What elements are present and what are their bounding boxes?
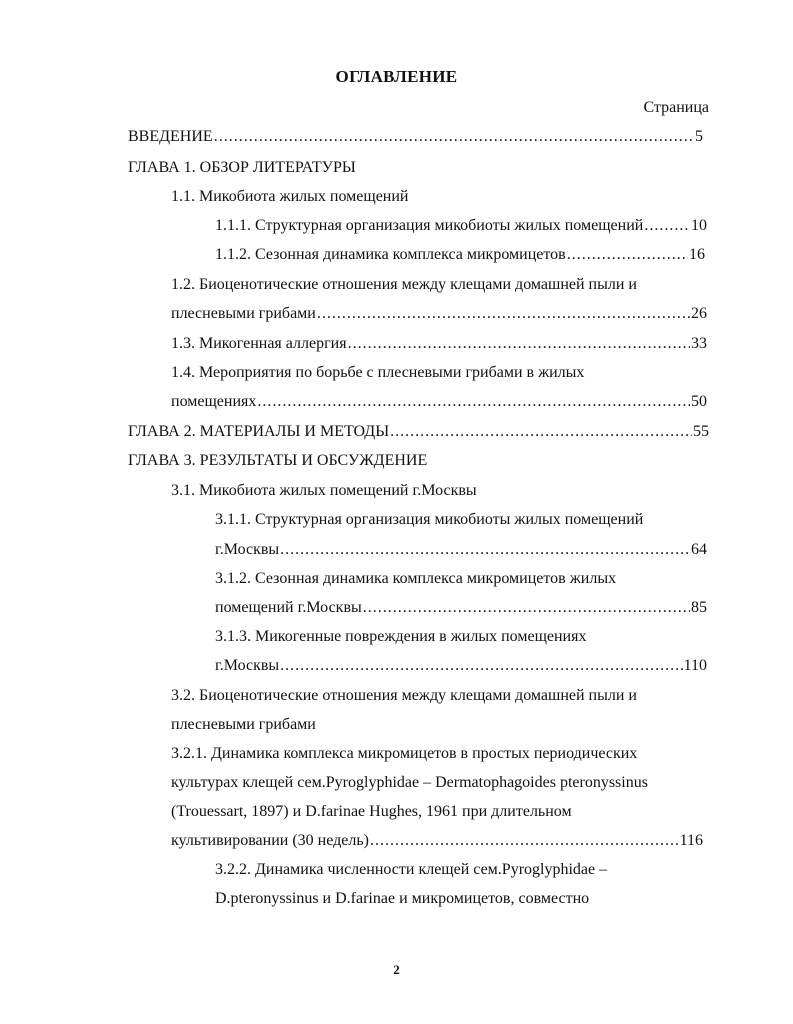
toc-entry-3-1-1[interactable]: [215, 540, 707, 560]
leader-dots: [644, 216, 690, 236]
toc-section-1-4[interactable]: 1.4. Мероприятия по борьбе с плесневыми грибами в жилых: [171, 364, 585, 381]
toc-entry-3-1-2[interactable]: [215, 598, 707, 618]
toc-entry-text: ГЛАВА 2. МАТЕРИАЛЫ И МЕТОДЫ: [128, 423, 390, 440]
toc-entry-page: 5: [695, 128, 703, 145]
leader-dots: [317, 304, 690, 324]
toc-chapter-3[interactable]: ГЛАВА 3. РЕЗУЛЬТАТЫ И ОБСУЖДЕНИЕ: [128, 452, 428, 469]
toc-entry-page: 50: [691, 393, 707, 410]
toc-entry-text: помещениях: [171, 393, 257, 410]
toc-entry-page: 110: [683, 657, 707, 674]
toc-entry-page: 85: [691, 599, 707, 616]
toc-entry-text: 1.1.2. Сезонная динамика комплекса микромицетов: [215, 246, 566, 263]
leader-dots: [280, 656, 682, 676]
toc-entry-text: 1.3. Микогенная аллергия: [171, 335, 347, 352]
toc-section-3-1-3[interactable]: 3.1.3. Микогенные повреждения в жилых помещениях: [215, 628, 587, 645]
toc-entry-3-2-1[interactable]: [171, 831, 703, 851]
toc-entry-1-4[interactable]: [171, 392, 707, 412]
toc-section-3-2[interactable]: 3.2. Биоценотические отношения между клещами домашней пыли и: [171, 687, 637, 704]
toc-entry-text: плесневыми грибами: [171, 305, 316, 322]
page-title: ОГЛАВЛЕНИЕ: [335, 67, 458, 86]
leader-dots: [370, 831, 679, 851]
toc-section-1-2[interactable]: 1.2. Биоценотические отношения между клещами домашней пыли и: [171, 276, 637, 293]
toc-section-3-2-1-cont: культурах клещей сем.Pyroglyphidae – Dermatophagoides pteronyssinus: [171, 774, 648, 791]
toc-section-3-2-cont: плесневыми грибами: [171, 716, 316, 733]
toc-entry-text: г.Москвы: [215, 657, 280, 674]
page-number: 2: [393, 962, 400, 977]
toc-entry-1-2[interactable]: [171, 304, 707, 324]
toc-entry-page: 55: [693, 423, 709, 440]
toc-section-3-2-1-cont: (Trouessart, 1897) и D.farinae Hughes, 1961 при длительном: [171, 803, 572, 820]
toc-entry-text: помещений г.Москвы: [215, 599, 362, 616]
toc-entry-page: 10: [691, 217, 707, 234]
toc-entry-3-1-3[interactable]: [215, 656, 707, 676]
leader-dots: [280, 540, 690, 560]
toc-entry-page: 16: [689, 246, 705, 263]
toc-section-3-2-1[interactable]: 3.2.1. Динамика комплекса микромицетов в простых периодических: [171, 745, 638, 762]
leader-dots: [214, 127, 694, 147]
page-column-label: Страница: [643, 99, 709, 116]
toc-entry-text: 1.1.1. Структурная организация микобиоты жилых помещений: [215, 217, 644, 234]
toc-section-3-2-2-cont: D.pteronyssinus и D.farinae и микромицетов, совместно: [215, 890, 590, 907]
toc-section-1-1[interactable]: 1.1. Микобиота жилых помещений: [171, 188, 409, 205]
leader-dots: [567, 245, 688, 265]
toc-entry-text: культивировании (30 недель): [171, 832, 369, 849]
toc-entry-intro[interactable]: [128, 127, 703, 147]
toc-entry-page: 64: [691, 541, 707, 558]
toc-chapter-1[interactable]: ГЛАВА 1. ОБЗОР ЛИТЕРАТУРЫ: [128, 159, 356, 176]
toc-chapter-2[interactable]: [128, 422, 709, 442]
leader-dots: [348, 334, 690, 354]
toc-entry-1-1-2[interactable]: [215, 245, 705, 265]
toc-entry-page: 33: [691, 335, 707, 352]
leader-dots: [257, 392, 690, 412]
leader-dots: [363, 598, 690, 618]
toc-entry-1-1-1[interactable]: [215, 216, 707, 236]
toc-entry-text: ВВЕДЕНИЕ: [128, 128, 213, 145]
toc-entry-text: г.Москвы: [215, 541, 280, 558]
toc-section-3-1-1[interactable]: 3.1.1. Структурная организация микобиоты жилых помещений: [215, 511, 644, 528]
leader-dots: [390, 422, 692, 442]
toc-section-3-1-2[interactable]: 3.1.2. Сезонная динамика комплекса микромицетов жилых: [215, 570, 617, 587]
toc-entry-page: 116: [679, 832, 703, 849]
toc-section-3-1[interactable]: 3.1. Микобиота жилых помещений г.Москвы: [171, 482, 477, 499]
toc-entry-page: 26: [691, 305, 707, 322]
toc-section-3-2-2[interactable]: 3.2.2. Динамика численности клещей сем.Pyroglyphidae –: [215, 861, 608, 878]
toc-entry-1-3[interactable]: [171, 334, 707, 354]
